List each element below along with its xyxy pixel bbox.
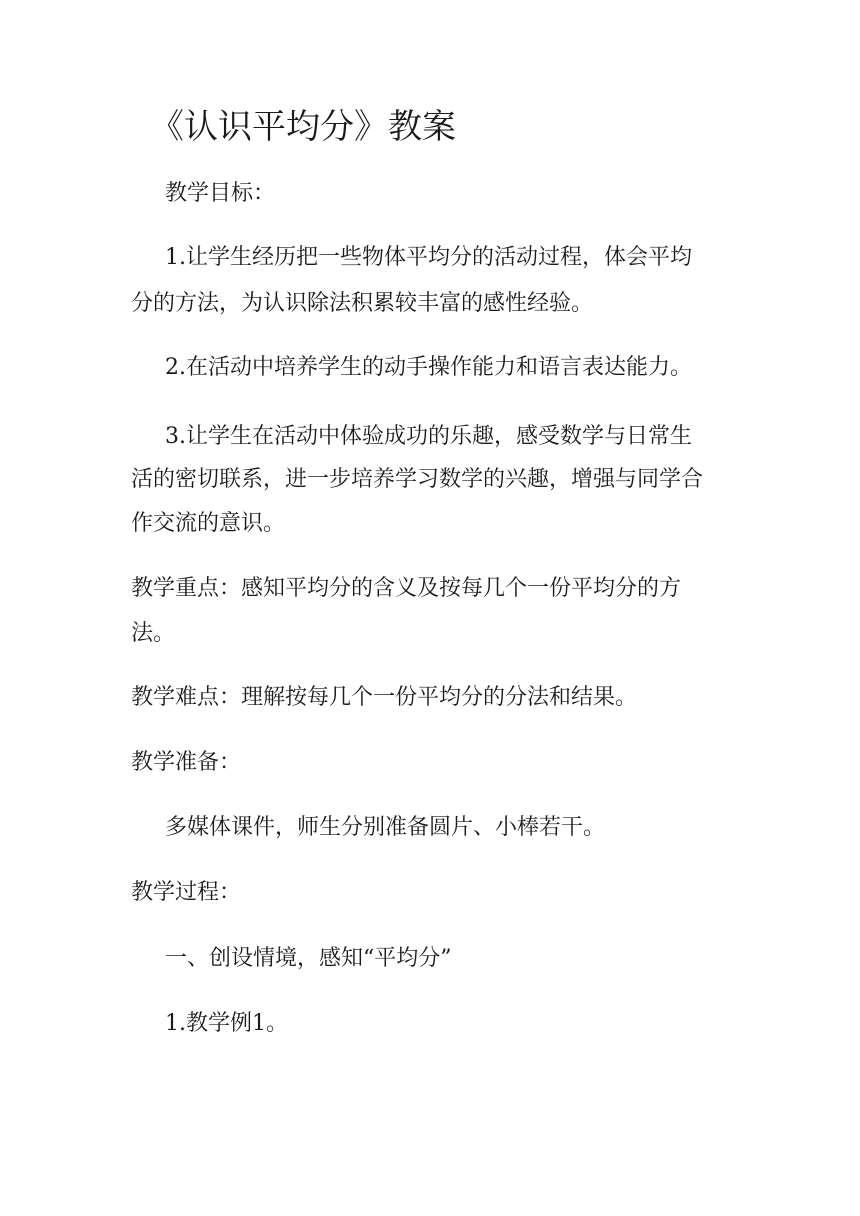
objective-2: 2.在活动中培养学生的动手操作能力和语言表达能力。 <box>165 355 692 380</box>
objective-3-line-2: 活的密切联系，进一步培养学习数学的兴趣，增强与同学合 <box>131 467 704 492</box>
section-heading-process: 教学过程： <box>131 880 242 905</box>
objective-3-line-1: 3.让学生在活动中体验成功的乐趣，感受数学与日常生 <box>165 424 692 449</box>
key-points-line-1: 教学重点：感知平均分的含义及按每几个一份平均分的方 <box>131 576 682 601</box>
section-heading-objectives: 教学目标： <box>165 181 276 206</box>
process-step-1-heading: 一、创设情境，感知“平均分” <box>165 946 452 971</box>
difficult-points: 教学难点：理解按每几个一份平均分的分法和结果。 <box>131 685 638 710</box>
process-step-1-example: 1.教学例1。 <box>165 1011 288 1036</box>
preparation-materials: 多媒体课件，师生分别准备圆片、小棒若干。 <box>165 815 606 840</box>
section-heading-preparation: 教学准备： <box>131 750 242 775</box>
document-title: 《认识平均分》教案 <box>150 107 456 147</box>
objective-1-line-1: 1.让学生经历把一些物体平均分的活动过程，体会平均 <box>165 245 692 270</box>
key-points-line-2: 法。 <box>131 621 176 646</box>
objective-1-line-2: 分的方法，为认识除法积累较丰富的感性经验。 <box>131 291 594 316</box>
objective-3-line-3: 作交流的意识。 <box>131 511 286 536</box>
